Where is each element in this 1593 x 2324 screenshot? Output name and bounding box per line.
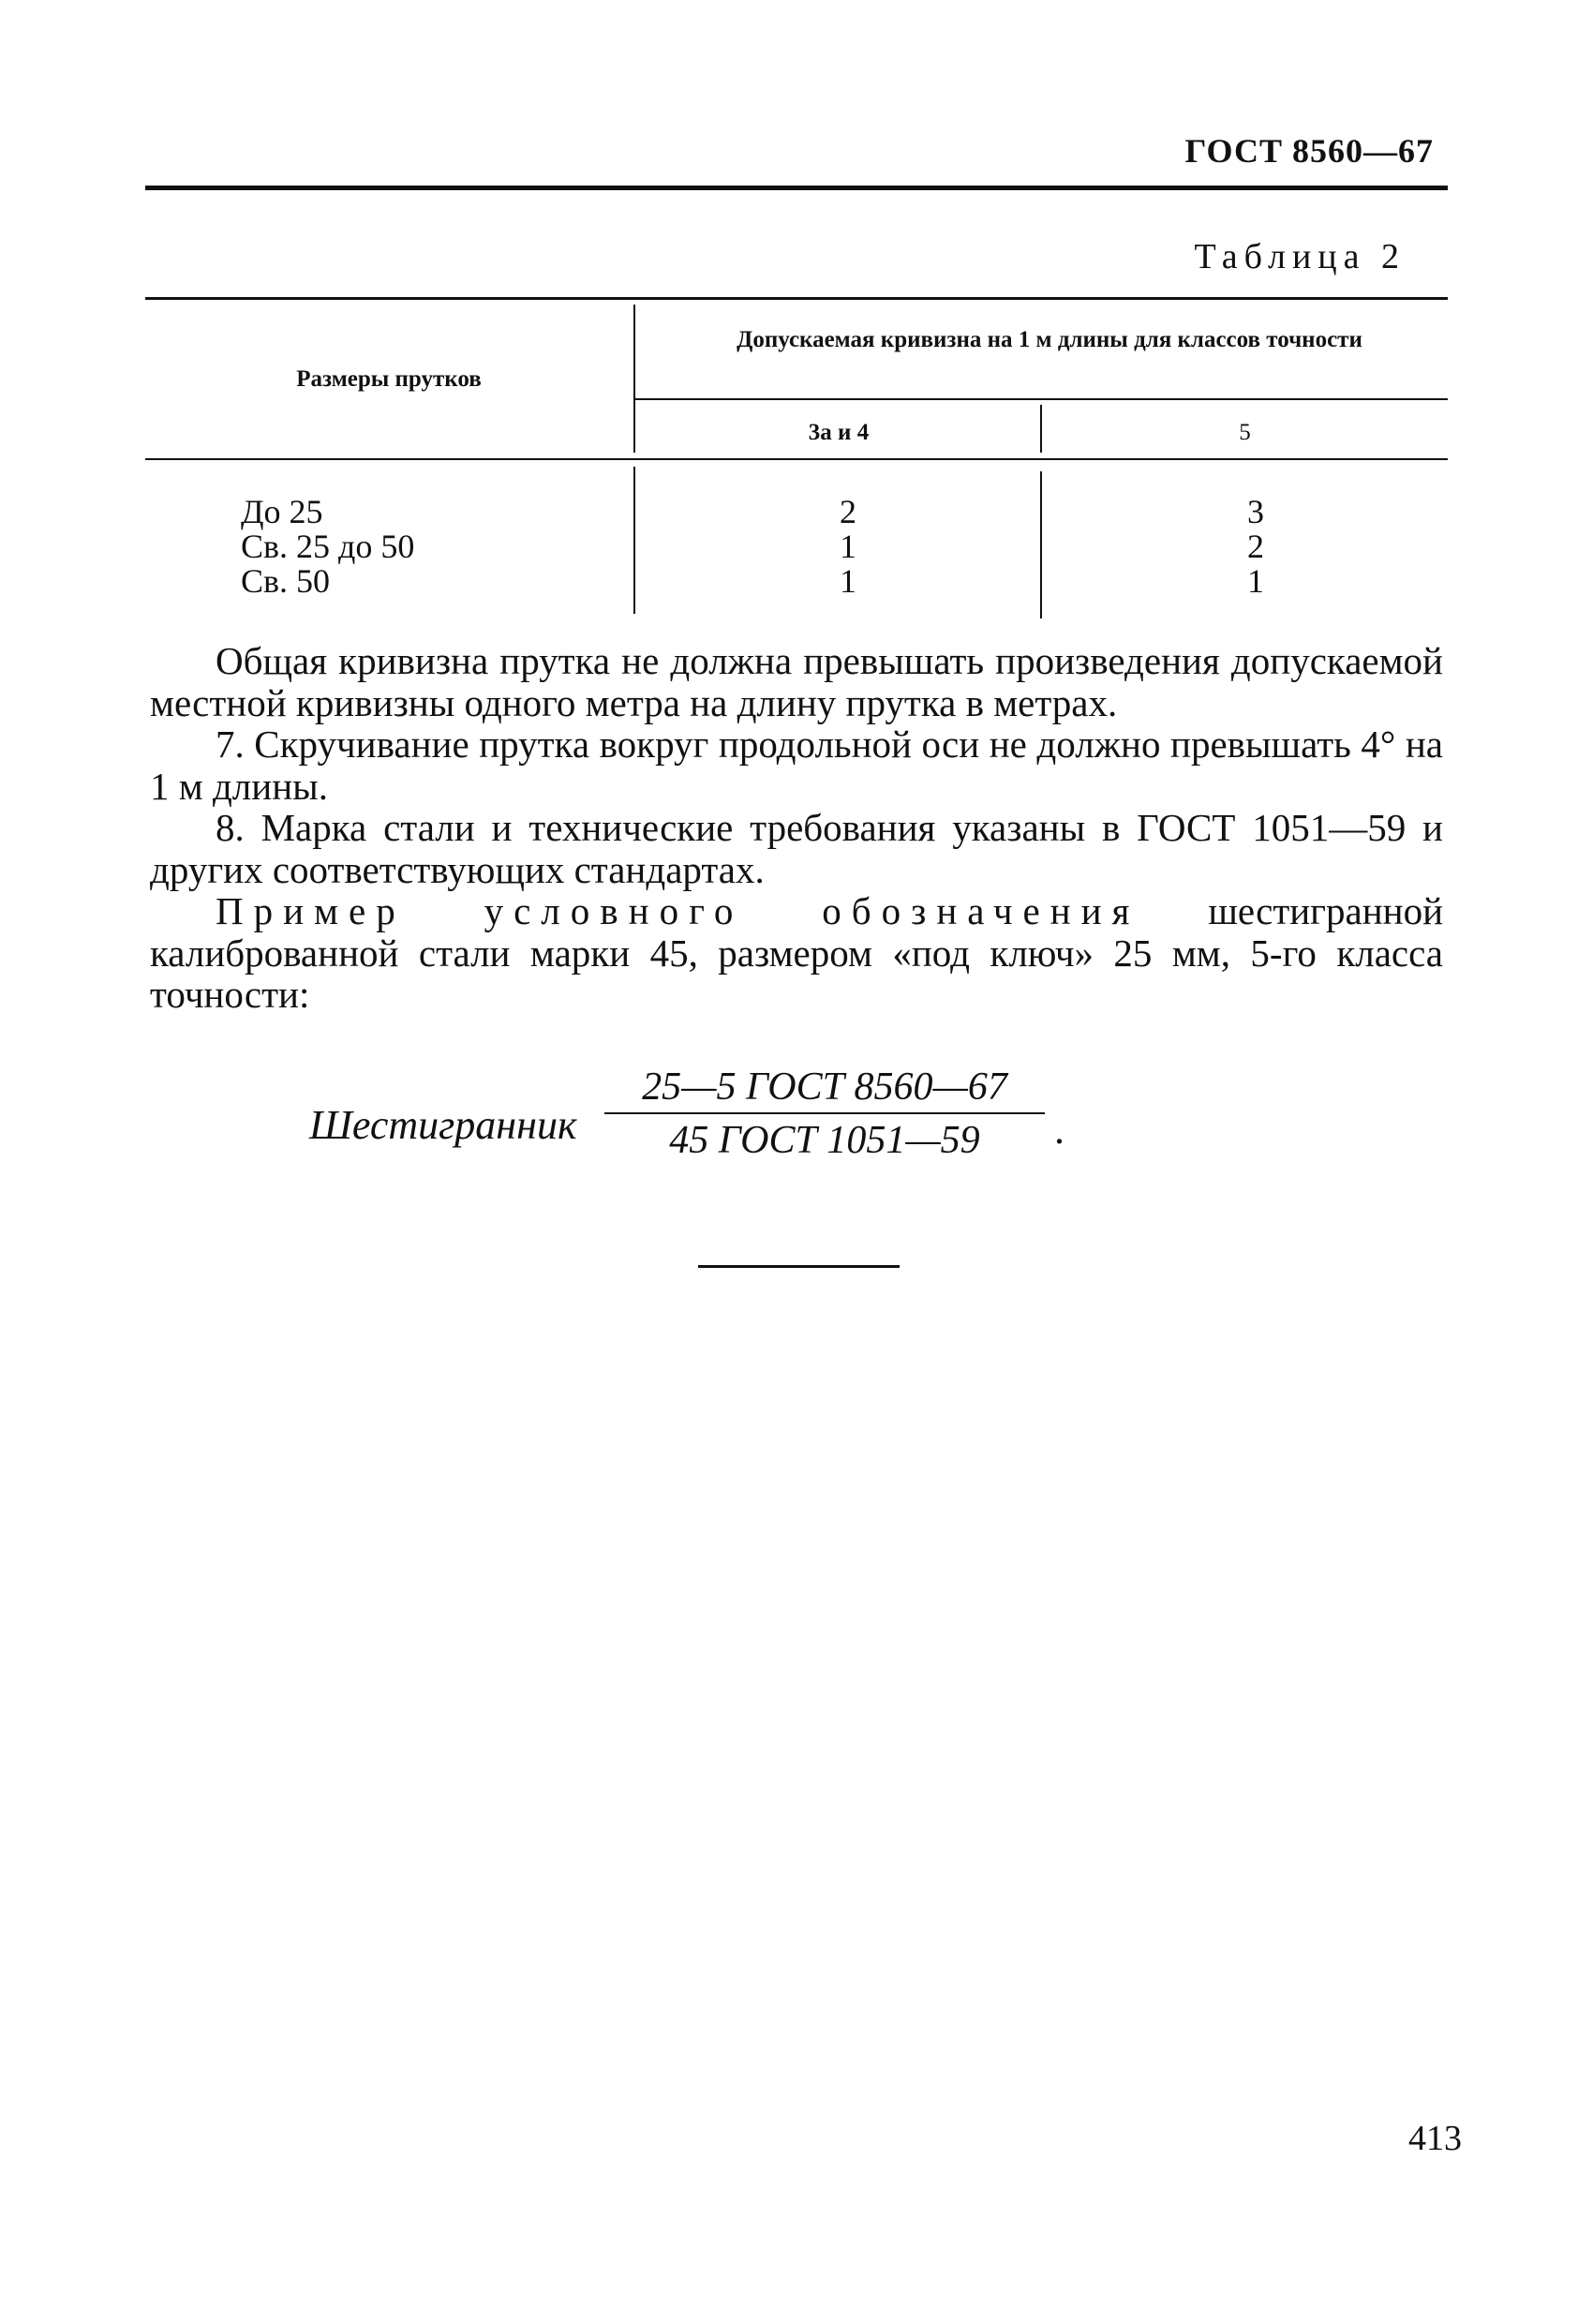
end-rule (698, 1265, 900, 1268)
cell-class-a: 2 (840, 493, 856, 530)
example-lead: Пример условного обозначения (216, 889, 1140, 932)
table-column-class-a (787, 495, 909, 599)
header-bar-sizes: Размеры прутков (296, 366, 482, 392)
table-col-divider-body (633, 467, 635, 614)
cell-size: Св. 50 (241, 562, 331, 600)
header-class-3a-4: 3а и 4 (808, 420, 870, 445)
formula-label: Шестигранник (309, 1102, 577, 1148)
document-code: ГОСТ 8560—67 (1184, 132, 1434, 170)
table-header-bottom-rule (145, 458, 1448, 460)
cell-class-b: 2 (1247, 528, 1264, 565)
formula-fraction (604, 1064, 1045, 1164)
example-text: шестигранной калиброванной стали марки 45, размером «под ключ» 25 мм, 5-го класса точности: (150, 889, 1444, 1016)
header-rule (145, 186, 1448, 190)
body-text (150, 640, 1443, 1016)
page-number: 413 (1408, 2119, 1462, 2158)
paragraph-item-7: 7. Скручивание прутка вокруг продольной оси не должно превышать 4° на 1 м длины. (150, 723, 1443, 808)
table-column-class-b (1195, 495, 1317, 599)
paragraph-general-curvature: Общая кривизна прутка не должна превышать произведения допускаемой местной кривизны одного метра на длину прутка в метрах. (150, 639, 1443, 724)
table-top-rule (145, 297, 1448, 300)
fraction-bar (604, 1112, 1045, 1114)
formula-trailing-dot: . (1054, 1107, 1064, 1153)
header-allowed-curvature: Допускаемая кривизна на 1 м длины для классов точности (737, 327, 1362, 352)
table-col-divider-header (633, 305, 635, 453)
cell-class-a: 1 (840, 528, 856, 565)
table-subcol-divider-body (1040, 471, 1042, 618)
cell-size: До 25 (241, 493, 323, 530)
table-caption: Таблица 2 (1194, 237, 1406, 276)
cell-class-b: 1 (1247, 562, 1264, 600)
paragraph-example (150, 890, 1443, 1016)
cell-size: Св. 25 до 50 (241, 528, 415, 565)
formula-numerator: 25—5 ГОСТ 8560—67 (642, 1065, 1007, 1109)
table-row (241, 495, 625, 599)
cell-class-b: 3 (1247, 493, 1264, 530)
header-class-5: 5 (1239, 420, 1251, 445)
table-subheader-rule (634, 398, 1448, 400)
cell-class-a: 1 (840, 562, 856, 600)
paragraph-item-8: 8. Марка стали и технические требования указаны в ГОСТ 1051—59 и других соответствующих стандартах. (150, 806, 1443, 891)
formula-denominator: 45 ГОСТ 1051—59 (669, 1119, 980, 1162)
